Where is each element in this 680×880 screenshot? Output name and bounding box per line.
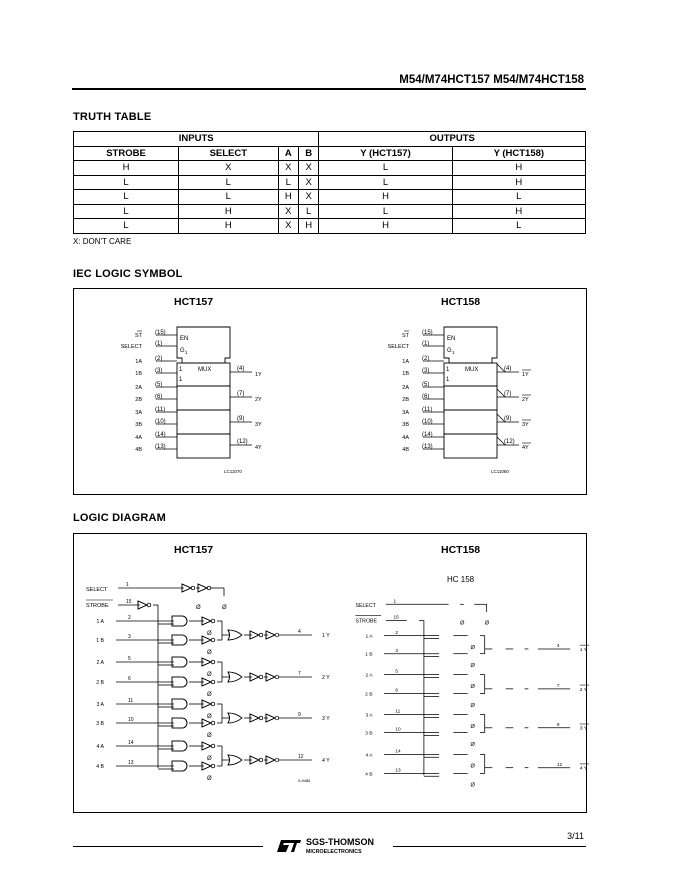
pin-label: 4A: [135, 435, 142, 441]
table-row: [74, 190, 586, 205]
table-cell: X: [298, 175, 318, 190]
pin-label: 2B: [135, 397, 142, 403]
table-cell: L: [179, 175, 279, 190]
pin-number: (12): [237, 439, 248, 445]
outputs-group-header: OUTPUTS: [319, 132, 586, 147]
select-1-label: 1: [446, 367, 450, 373]
table-cell: L: [74, 204, 179, 219]
pin-number: (10): [422, 419, 433, 425]
g-sub-label: 1: [452, 350, 455, 355]
input-label: 1 A: [365, 634, 373, 640]
pin-number: (9): [237, 416, 245, 422]
g-label: G: [447, 348, 452, 354]
phi-label: Ø: [207, 631, 212, 637]
select-1-label: 1: [179, 367, 183, 373]
phi-label: Ø: [470, 723, 475, 730]
column-header: A: [278, 146, 298, 161]
column-header: STROBE: [74, 146, 179, 161]
phi-label: Ø: [470, 683, 475, 690]
input-label: 1 B: [96, 638, 104, 644]
and-gate: [172, 616, 187, 626]
logic-diagram-title: LOGIC DIAGRAM: [73, 512, 167, 524]
phi-label: Ø: [207, 672, 212, 678]
pin-number: (3): [155, 368, 163, 374]
table-cell: X: [278, 219, 298, 234]
and-gate: [172, 657, 187, 667]
dont-care-note: X: DON'T CARE: [73, 237, 132, 246]
pin-number: 12: [298, 754, 304, 760]
and-gate: [172, 741, 187, 751]
mux-section: [177, 386, 230, 410]
control-block: [444, 327, 497, 363]
output-label: 2 Y: [579, 687, 588, 693]
output-label: 2Y: [522, 397, 529, 403]
g-label: G: [180, 348, 185, 354]
page-number: 3/11: [567, 831, 584, 841]
logic-diagram-box: [73, 533, 587, 813]
select-label: SELECT: [86, 587, 108, 593]
input-label: 1 B: [365, 652, 373, 658]
truth-table-title: TRUTH TABLE: [73, 111, 152, 123]
pin-number: 13: [128, 760, 134, 766]
and-gate: [172, 635, 187, 645]
column-header: SELECT: [179, 146, 279, 161]
pin-number: (11): [422, 407, 433, 413]
output-label: 3 Y: [579, 726, 588, 732]
pin-number: 7: [556, 683, 560, 689]
and-gate: [172, 718, 187, 728]
and-gate: [172, 635, 187, 645]
output-label: 1 Y: [579, 647, 588, 653]
pin-number: (5): [155, 382, 163, 388]
company-logo: [275, 836, 387, 861]
company-division: MICROELECTRONICS: [306, 849, 362, 855]
column-header: B: [298, 146, 318, 161]
table-cell: L: [319, 204, 452, 219]
table-cell: X: [278, 204, 298, 219]
input-label: 2 B: [365, 692, 373, 698]
phi-label: Ø: [470, 782, 475, 789]
pin-label: 1A: [402, 359, 409, 365]
pin-label: 3A: [135, 410, 142, 416]
pin-number: (7): [504, 391, 512, 397]
table-row: [74, 219, 586, 234]
pin-number: (13): [155, 444, 166, 450]
table-cell: L: [319, 161, 452, 176]
pin-label: 1A: [135, 359, 142, 365]
table-row: [74, 175, 586, 190]
phi-label: Ø: [470, 702, 475, 709]
pin-number: (13): [422, 444, 433, 450]
table-cell: L: [74, 219, 179, 234]
iec-symbol-drawing: [74, 289, 586, 494]
and-gate: [172, 657, 187, 667]
pin-number: 3: [128, 634, 131, 640]
drawing-ref: LC11060: [491, 469, 509, 474]
input-label: 4 B: [96, 764, 104, 770]
pin-number: 3: [395, 648, 399, 654]
mux-label: MUX: [465, 367, 479, 373]
pin-number: (2): [155, 356, 163, 362]
pin-number: 9: [298, 712, 301, 718]
output-label: 4 Y: [322, 758, 330, 764]
pin-number: (11): [155, 407, 166, 413]
drawing-ref: LC11070: [224, 469, 242, 474]
pin-number: 11: [128, 698, 134, 704]
table-cell: X: [298, 161, 318, 176]
input-label: 2 A: [365, 673, 373, 679]
phi-label: Ø: [470, 763, 475, 770]
pin-number: 4: [298, 629, 301, 635]
mux-section: [444, 410, 497, 434]
table-cell: L: [74, 190, 179, 205]
table-row: [74, 161, 586, 176]
and-gate: [172, 677, 187, 687]
output-label: 1 Y: [322, 633, 330, 639]
pin-label: SELECT: [120, 344, 142, 350]
phi-label: Ø: [196, 605, 201, 611]
phi-label: Ø: [207, 714, 212, 720]
table-cell: H: [278, 190, 298, 205]
pin-number: (14): [155, 432, 166, 438]
strobe-label: STROBE: [355, 618, 377, 625]
pin-number: (7): [237, 391, 245, 397]
pin-number: 2: [128, 615, 131, 621]
column-header: Y (HCT157): [319, 146, 452, 161]
pin-label: 2A: [135, 385, 142, 391]
pin-label: 1B: [135, 371, 142, 377]
or-gate: [228, 630, 242, 640]
pin-number: 14: [128, 740, 134, 746]
phi-label: Ø: [207, 692, 212, 698]
input-label: 2 A: [96, 660, 104, 666]
pin-number: (6): [422, 394, 430, 400]
table-cell: H: [452, 204, 585, 219]
footer-rule-left: [73, 846, 263, 847]
inputs-group-header: INPUTS: [74, 132, 319, 147]
phi-label: Ø: [484, 620, 490, 627]
column-header: Y (HCT158): [452, 146, 585, 161]
pin-number: 7: [298, 671, 301, 677]
select-label: SELECT: [355, 603, 376, 610]
page-header-title: M54/M74HCT157 M54/M74HCT158: [399, 74, 584, 86]
pin-number: 1: [126, 582, 129, 588]
pin-label: ST: [401, 333, 409, 339]
input-label: 3 A: [365, 713, 373, 719]
enable-label: EN: [447, 336, 456, 342]
table-cell: H: [452, 175, 585, 190]
output-label: 4 Y: [579, 766, 588, 772]
output-label: 4Y: [255, 445, 262, 451]
pin-label: 4B: [402, 447, 409, 453]
pin-number: 10: [128, 717, 134, 723]
table-cell: H: [319, 190, 452, 205]
pin-number: (15): [155, 330, 166, 336]
mux-section: [444, 386, 497, 410]
pin-number: 2: [395, 630, 399, 636]
truth-table: [73, 131, 586, 234]
phi-label: Ø: [470, 741, 475, 748]
input-label: 3 B: [365, 731, 373, 737]
table-cell: L: [278, 175, 298, 190]
pin-number: (4): [504, 366, 512, 372]
phi-label: Ø: [207, 776, 212, 782]
pin-number: 12: [556, 762, 563, 768]
pin-label: 2B: [402, 397, 409, 403]
select-1-label: 1: [179, 377, 183, 383]
pin-label: SELECT: [387, 344, 409, 350]
pin-number: 5: [395, 669, 399, 675]
input-label: 4 A: [365, 753, 373, 759]
pin-number: (3): [422, 368, 430, 374]
table-row: [74, 204, 586, 219]
pin-number: (10): [155, 419, 166, 425]
mux-section: [444, 434, 497, 458]
iec-right-label: HCT158: [441, 296, 481, 308]
phi-label: Ø: [207, 756, 212, 762]
input-label: 1 A: [96, 619, 104, 625]
output-label: 3Y: [255, 422, 262, 428]
pin-number: 15: [393, 615, 399, 621]
output-label: 1Y: [255, 372, 262, 378]
footer-rule-right: [393, 846, 586, 847]
table-cell: H: [298, 219, 318, 234]
pin-number: 13: [395, 768, 401, 774]
or-gate: [228, 672, 242, 682]
pin-number: 4: [556, 644, 560, 650]
and-gate: [172, 761, 187, 771]
input-label: 3 B: [96, 721, 104, 727]
or-gate: [228, 755, 242, 765]
pin-number: (12): [504, 439, 515, 445]
pin-label: 1B: [402, 371, 409, 377]
output-label: 2Y: [255, 397, 262, 403]
output-label: 1Y: [522, 372, 529, 378]
phi-label: Ø: [460, 620, 465, 627]
pin-number: (14): [422, 432, 433, 438]
pin-number: (9): [504, 416, 512, 422]
pin-label: ST: [134, 333, 142, 339]
input-label: 4 B: [365, 772, 373, 778]
table-cell: X: [278, 161, 298, 176]
or-gate: [228, 713, 242, 723]
pin-number: 6: [395, 688, 399, 694]
iec-symbol-box: [73, 288, 587, 495]
pin-number: 10: [395, 727, 401, 733]
table-cell: X: [298, 190, 318, 205]
pin-number: 11: [395, 709, 401, 715]
output-label: 2 Y: [322, 675, 330, 681]
pin-label: 3B: [135, 422, 142, 428]
st-logo-icon: [275, 836, 387, 856]
pin-label: 4B: [135, 447, 142, 453]
pin-number: 14: [395, 749, 401, 755]
phi-label: Ø: [222, 605, 227, 611]
pin-number: (6): [155, 394, 163, 400]
pin-number: 5: [128, 656, 131, 662]
and-gate: [172, 699, 187, 709]
strobe-label: STROBE: [86, 603, 109, 609]
and-gate: [172, 741, 187, 751]
table-cell: X: [179, 161, 279, 176]
enable-label: EN: [180, 336, 189, 342]
table-cell: L: [74, 175, 179, 190]
and-gate: [172, 718, 187, 728]
and-gate: [172, 677, 187, 687]
table-cell: H: [319, 219, 452, 234]
iec-symbol-title: IEC LOGIC SYMBOL: [73, 268, 183, 280]
pin-number: (1): [422, 341, 430, 347]
pin-label: 3B: [402, 422, 409, 428]
pin-number: (4): [237, 366, 245, 372]
logic-diagram-drawing: [74, 534, 586, 812]
iec-left-label: HCT157: [174, 296, 214, 308]
and-gate: [172, 699, 187, 709]
pin-number: 9: [556, 722, 560, 728]
table-cell: H: [74, 161, 179, 176]
mux-section: [177, 410, 230, 434]
and-gate: [172, 616, 187, 626]
table-cell: L: [298, 204, 318, 219]
input-label: 4 A: [96, 744, 104, 750]
table-cell: L: [452, 190, 585, 205]
phi-label: Ø: [470, 663, 475, 669]
hct158-diagram: [356, 598, 590, 788]
pin-number: 1: [393, 599, 397, 605]
hc158-sublabel: HC 158: [447, 575, 475, 584]
g-sub-label: 1: [185, 350, 188, 355]
pin-label: 4A: [402, 435, 409, 441]
pin-number: (1): [155, 341, 163, 347]
mux-section: [177, 434, 230, 458]
table-cell: L: [319, 175, 452, 190]
and-gate: [172, 761, 187, 771]
select-1-label: 1: [446, 377, 450, 383]
output-label: 3Y: [522, 422, 529, 428]
phi-label: Ø: [207, 650, 212, 656]
hct157-diagram: [86, 582, 330, 783]
control-block: [177, 327, 230, 363]
drawing-ref: S-9486: [298, 779, 311, 783]
pin-number: (5): [422, 382, 430, 388]
pin-label: 2A: [402, 385, 409, 391]
table-cell: H: [452, 161, 585, 176]
phi-label: Ø: [207, 733, 212, 739]
header-rule: [72, 88, 586, 90]
logic-right-label: HCT158: [441, 544, 481, 556]
pin-number: (15): [422, 330, 433, 336]
input-label: 2 B: [96, 680, 104, 686]
table-cell: L: [179, 190, 279, 205]
pin-label: 3A: [402, 410, 409, 416]
company-name: SGS-THOMSON: [306, 837, 375, 847]
input-label: 3 A: [96, 702, 104, 708]
pin-number: 6: [128, 676, 131, 682]
pin-number: 15: [126, 599, 132, 605]
logic-left-label: HCT157: [174, 544, 214, 556]
table-cell: L: [452, 219, 585, 234]
mux-label: MUX: [198, 367, 212, 373]
table-cell: H: [179, 219, 279, 234]
pin-number: (2): [422, 356, 430, 362]
table-cell: H: [179, 204, 279, 219]
phi-label: Ø: [470, 644, 475, 651]
output-label: 3 Y: [322, 716, 330, 722]
output-label: 4Y: [522, 445, 529, 451]
